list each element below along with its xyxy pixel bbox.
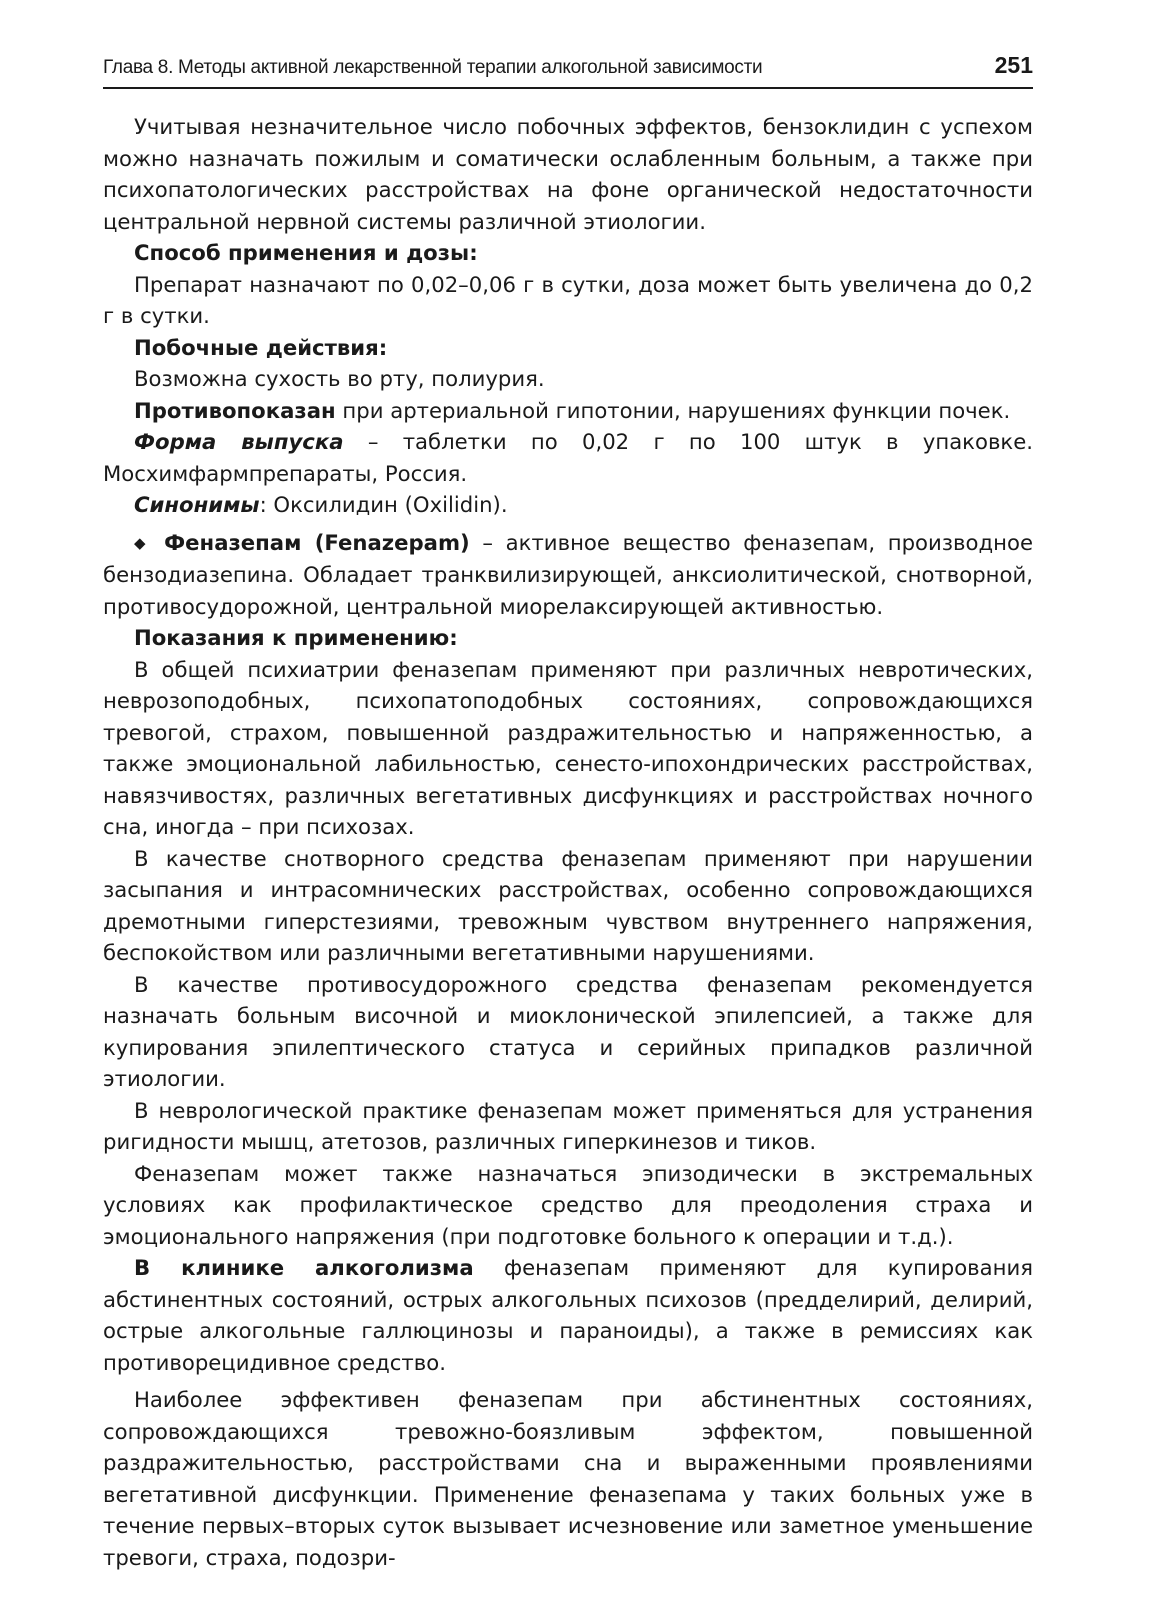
paragraph-indications-anticonvulsant: В качестве противосудорожного средства феназепам рекомендуется назначать больным височной и миоклонической эпилепсией, а также для купирования эпилептического статуса и серийных припадков различной этиологии. [103,971,1033,1091]
page-number: 251 [994,52,1033,78]
release-form-text: – таблетки по 0,02 г по 100 штук в упаковке. Мосхимфармпрепараты, Россия. [103,429,1033,486]
paragraph-indications-extreme: Феназепам может также назначаться эпизодически в экстремальных условиях как профилактическое средство для преодоления страха и эмоционального напряжения (при подготовке больного к операции и т.д.). [103,1160,1033,1249]
heading-dosage: Способ применения и дозы: [134,240,478,265]
contraindications-label: Противопоказан [134,397,336,423]
paragraph-effectiveness: Наиболее эффективен феназепам при абстинентных состояниях, сопровождающихся тревожно-боязливым эффектом, повышенной раздражительностью, расстройствами сна и выраженными проявлениями вегетативной дисфункции. Применение феназепама у таких больных уже в течение первых–вторых суток вызывает исчезновение или заметное уменьшение тревоги, страха, подозри- [103,1387,1033,1570]
paragraph-side-effects: Возможна сухость во рту, полиурия. [134,366,545,391]
release-form-label: Форма выпуска [134,429,344,454]
body-text [103,111,1033,1573]
alcoholism-clinic-label: В клинике алкоголизма [134,1255,474,1280]
paragraph-alcoholism-clinic [103,1252,1033,1378]
paragraph-fenazepam-intro [103,527,1033,623]
paragraph-contraindications [103,395,1033,427]
diamond-bullet-icon: ◆ [134,533,152,552]
synonyms-label: Синонимы [134,492,260,517]
drug-name: Феназепам (Fenazepam) [164,529,470,555]
paragraph-benzoclidine-note: Учитывая незначительное число побочных эффектов, бензоклидин с успехом можно назначать пожилым и соматически ослабленным больным, а также при психопатологических расстройствах на фоне органической недостаточности центральной нервной системы различной этиологии. [103,114,1033,234]
drug-description: – активное вещество феназепам, производное бензодиазепина. Обладает транквилизирующей, анксиолитической, снотворной, противосудорожной, центральной миорелаксирующей активностью. [103,529,1033,619]
contraindications-text: при артериальной гипотонии, нарушениях функции почек. [335,397,1011,423]
paragraph-indications-hypnotic: В качестве снотворного средства феназепам применяют при нарушении засыпания и интрасомнических расстройствах, особенно сопровождающихся дремотными гиперстезиями, тревожным чувством внутреннего напряжения, беспокойством или различными вегетативными нарушениями. [103,845,1033,965]
paragraph-synonyms [103,489,1033,521]
chapter-title: Глава 8. Методы активной лекарственной терапии алкогольной зависимости [103,57,763,78]
book-page [103,52,1033,1573]
running-header [103,52,1033,89]
paragraph-indications-neurology: В неврологической практике феназепам может применяться для устранения ригидности мышц, атетозов, различных гиперкинезов и тиков. [103,1097,1033,1154]
paragraph-release-form [103,426,1033,489]
heading-indications: Показания к применению: [134,625,458,650]
paragraph-indications-psychiatry: В общей психиатрии феназепам применяют при различных невротических, неврозоподобных, психопатоподобных состояниях, сопровождающихся тревогой, страхом, повышенной раздражительностью и напряженностью, а также эмоциональной лабильностью, сенесто-ипохондрических расстройствах, навязчивостях, различных вегетативных дисфункциях и расстройствах ночного сна, иногда – при психозах. [103,656,1033,839]
synonyms-text: : Оксилидин (Oxilidin). [259,492,508,517]
heading-side-effects: Побочные действия: [134,334,388,360]
paragraph-dosage: Препарат назначают по 0,02–0,06 г в сутки, доза может быть увеличена до 0,2 г в сутки. [103,271,1033,328]
alcoholism-clinic-text: феназепам применяют для купирования абстинентных состояний, острых алкогольных психозов (предделирий, делирий, острые алкогольные галлюцинозы и параноиды), а также в ремиссиях как противорецидивное средство. [103,1255,1033,1375]
